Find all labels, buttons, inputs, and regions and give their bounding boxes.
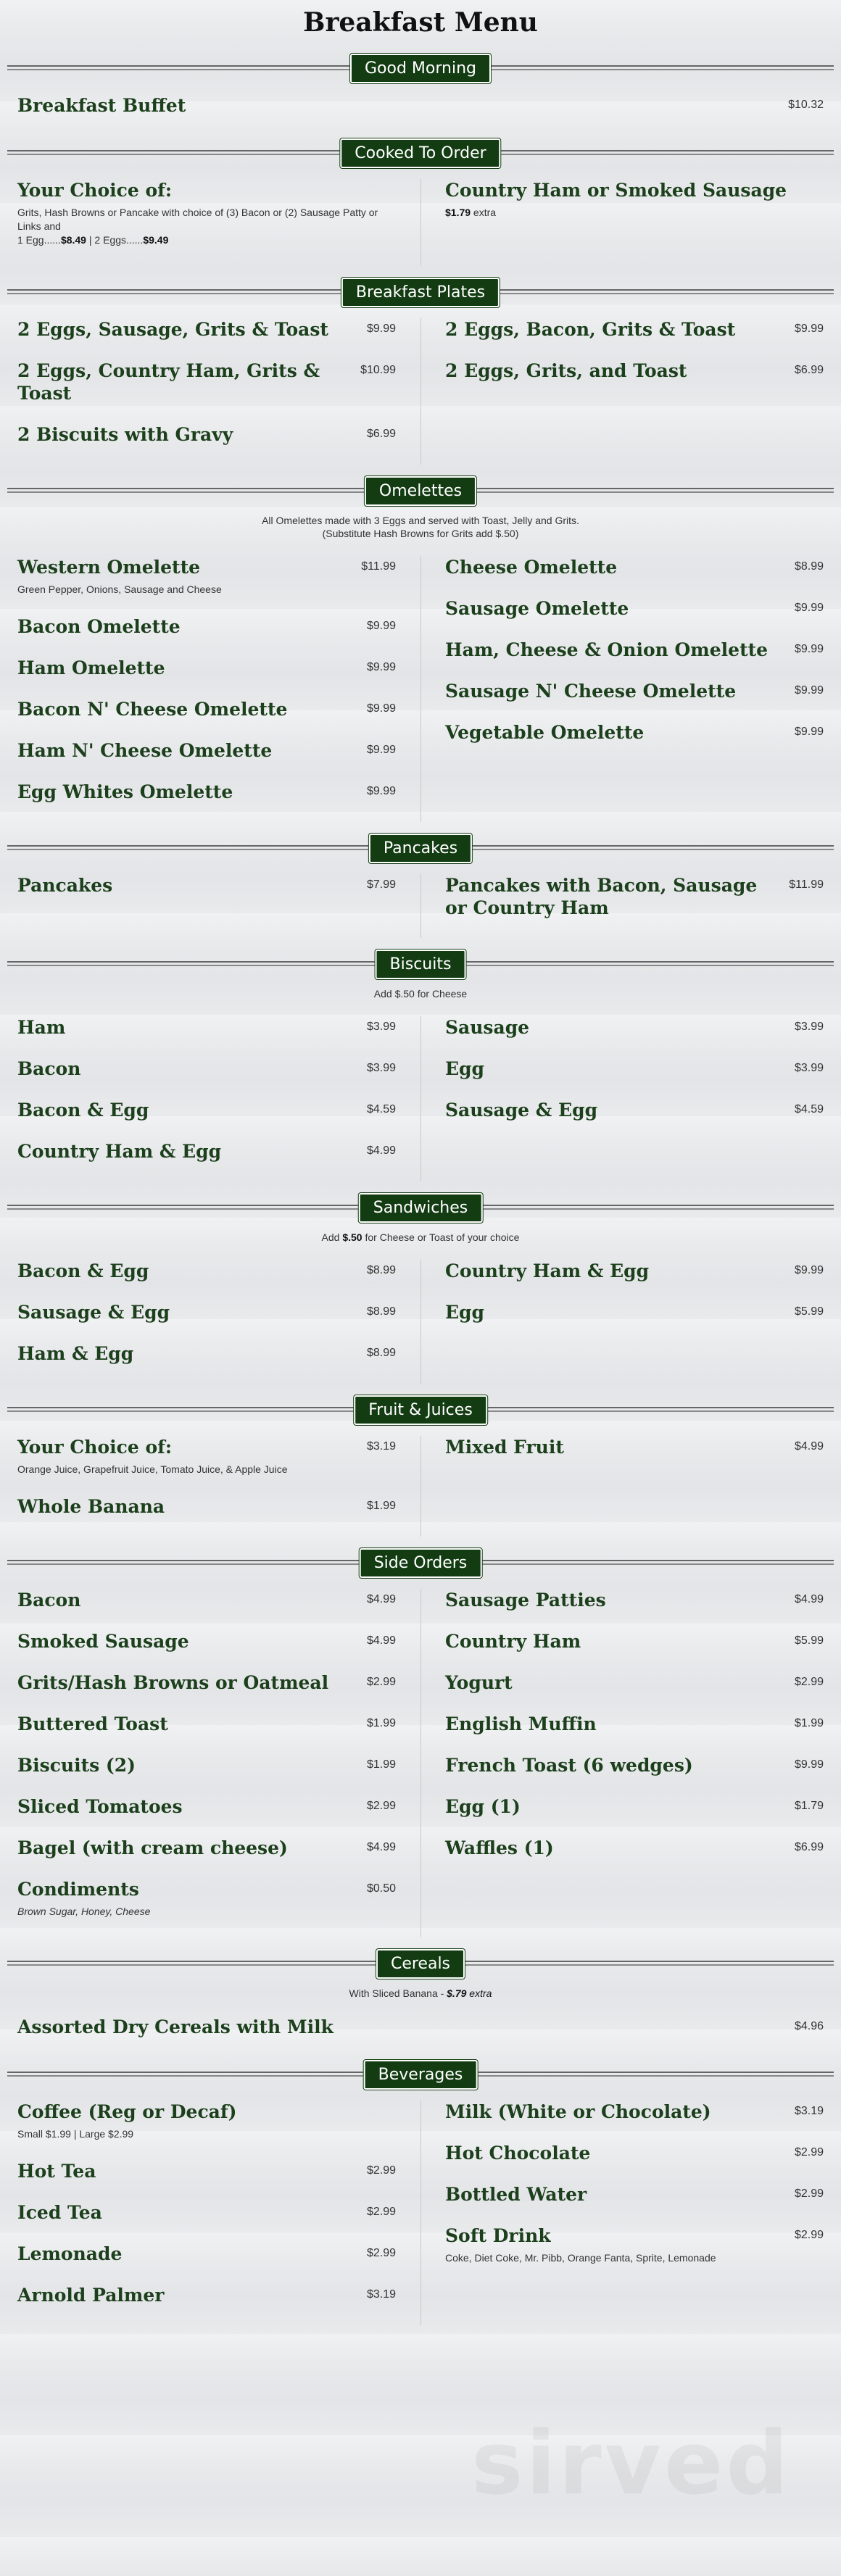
item-name: Hot Tea: [17, 2161, 96, 2182]
item-name: Sausage & Egg: [17, 1302, 170, 1323]
item-name: Ham Omelette: [17, 657, 165, 678]
item-desc: Small $1.99 | Large $2.99: [17, 2128, 134, 2140]
item-price: $3.99: [794, 1021, 824, 1033]
section-header-plates: [0, 275, 841, 308]
item-name: Ham, Cheese & Onion Omelette: [445, 639, 768, 660]
menu-column-right: [420, 318, 824, 465]
menu-item: [17, 360, 396, 404]
item-price: $2.99: [366, 1800, 396, 1812]
item-price: $3.19: [794, 2105, 824, 2117]
item-price: $2.99: [366, 2247, 396, 2259]
item-name: Iced Tea: [17, 2202, 102, 2223]
item-name: Bacon Omelette: [17, 616, 181, 637]
menu-column-right: [420, 874, 824, 938]
item-name: 2 Biscuits with Gravy: [17, 424, 233, 445]
item-name: Milk (White or Chocolate): [445, 2101, 711, 2122]
menu-item: [17, 1630, 396, 1653]
menu-item: [17, 2160, 396, 2182]
item-price: $5.99: [794, 1634, 824, 1647]
section-pancakes: [0, 874, 841, 938]
menu-item: [445, 1589, 824, 1611]
item-price: $1.99: [366, 1758, 396, 1771]
menu-column-right: [420, 2101, 824, 2325]
item-desc: Grits, Hash Browns or Pancake with choice of (3) Bacon or (2) Sausage Patty or Links and 1 Egg......$8.49 | 2 Eggs......$9.49: [17, 207, 378, 246]
menu-item: [17, 1260, 396, 1282]
item-price: $2.99: [366, 1676, 396, 1688]
item-price: $7.99: [366, 878, 396, 891]
item-price: $4.99: [794, 1440, 824, 1453]
menu-item: [17, 739, 396, 762]
item-name: Your Choice of:: [17, 180, 173, 201]
menu-column-left: [17, 318, 420, 465]
section-title: Omelettes: [365, 476, 476, 506]
menu-column-left: [17, 556, 420, 822]
menu-item: [17, 556, 396, 597]
menu-item: [445, 2224, 824, 2265]
menu-column-left: [17, 1260, 420, 1384]
menu-column-right: [420, 556, 824, 822]
menu-item: [17, 781, 396, 803]
item-name: Hot Chocolate: [445, 2143, 591, 2164]
item-name: Arnold Palmer: [17, 2285, 165, 2306]
menu-item: [17, 1099, 396, 1121]
item-name: Condiments: [17, 1879, 139, 1900]
section-header-omelettes: [0, 473, 841, 507]
menu-column-right: [420, 1589, 824, 1937]
item-desc: $1.79 extra: [445, 207, 497, 218]
menu-item: [17, 2284, 396, 2306]
section-title: Side Orders: [360, 1548, 482, 1578]
item-name: Buttered Toast: [17, 1713, 168, 1734]
item-price: $4.59: [794, 1103, 824, 1115]
menu-item: [17, 2101, 396, 2141]
menu-column-right: [420, 1436, 824, 1537]
item-price: $4.96: [794, 2020, 824, 2032]
item-price: $9.99: [366, 323, 396, 335]
item-name: Country Ham: [445, 1631, 581, 1652]
menu-item: [17, 318, 396, 341]
menu-column-right: [420, 1016, 824, 1181]
item-name: Country Ham & Egg: [17, 1141, 222, 1162]
item-price: $9.99: [794, 726, 824, 738]
menu-item: [445, 1016, 824, 1039]
menu-column-left: [17, 1589, 420, 1937]
watermark: sirved: [471, 2414, 792, 2514]
menu-item: [17, 1795, 396, 1818]
item-price: $4.59: [366, 1103, 396, 1115]
menu-item: [17, 1671, 396, 1694]
menu-item: [445, 639, 824, 661]
item-price: $1.99: [366, 1717, 396, 1729]
item-name: Ham & Egg: [17, 1343, 134, 1364]
item-name: Sausage Omelette: [445, 598, 629, 619]
item-price: $10.32: [788, 99, 824, 111]
menu-column-left: [17, 874, 420, 938]
menu-item: [17, 2243, 396, 2265]
menu-column-left: [17, 1436, 420, 1537]
menu-item: [445, 874, 824, 919]
item-price: $3.99: [794, 1062, 824, 1074]
section-note: All Omelettes made with 3 Eggs and served with Toast, Jelly and Grits. (Substitute Hash Browns for Grits add $.50): [262, 515, 579, 539]
menu-item: [445, 1795, 824, 1818]
item-price: $9.99: [794, 643, 824, 655]
menu-item: [17, 179, 396, 247]
menu-item: [17, 1436, 396, 1476]
item-price: $2.99: [366, 2206, 396, 2218]
item-price: $9.99: [366, 661, 396, 673]
section-sandwiches: [0, 1260, 841, 1384]
item-name: Country Ham or Smoked Sausage: [445, 180, 787, 201]
item-price: $9.99: [794, 1758, 824, 1771]
section-header-beverages: [0, 2057, 841, 2090]
item-name: Sausage & Egg: [445, 1100, 598, 1121]
item-price: $2.99: [366, 2164, 396, 2177]
item-price: $9.99: [366, 620, 396, 632]
menu-item: [445, 1099, 824, 1121]
item-name: English Muffin: [445, 1713, 597, 1734]
item-price: $9.99: [366, 744, 396, 756]
item-price: $2.99: [794, 2229, 824, 2241]
section-title: Pancakes: [369, 834, 472, 863]
item-price: $4.99: [366, 1144, 396, 1157]
menu-item: [445, 179, 824, 220]
menu-item: [445, 1436, 824, 1458]
item-price: $8.99: [366, 1305, 396, 1318]
item-desc: Brown Sugar, Honey, Cheese: [17, 1906, 151, 1917]
section-cooked: [0, 179, 841, 266]
menu-item: [445, 318, 824, 341]
item-price: $4.99: [366, 1634, 396, 1647]
menu-column-right: [420, 1260, 824, 1384]
item-price: $2.99: [794, 2146, 824, 2159]
item-price: $11.99: [361, 560, 396, 573]
menu-item: [17, 1342, 396, 1365]
item-name: 2 Eggs, Grits, and Toast: [445, 360, 687, 381]
item-name: Breakfast Buffet: [17, 95, 186, 116]
item-name: French Toast (6 wedges): [445, 1755, 693, 1776]
section-title: Cooked To Order: [340, 138, 500, 168]
item-price: $9.99: [366, 702, 396, 715]
menu-item: [17, 1878, 396, 1919]
item-price: $6.99: [794, 1841, 824, 1853]
menu-item: [17, 423, 396, 446]
section-plates: [0, 318, 841, 465]
item-price: $9.99: [794, 323, 824, 335]
section-note: Add $.50 for Cheese: [373, 988, 468, 1000]
item-price: $9.99: [794, 684, 824, 697]
menu-item: [17, 94, 824, 117]
menu-item: [445, 1058, 824, 1080]
item-name: 2 Eggs, Country Ham, Grits & Toast: [17, 360, 320, 404]
menu-item: [17, 1058, 396, 1080]
menu-item: [17, 698, 396, 720]
section-title: Sandwiches: [359, 1193, 483, 1223]
menu-item: [445, 1630, 824, 1653]
item-price: $1.79: [794, 1800, 824, 1812]
menu-item: [17, 1754, 396, 1777]
item-name: Egg Whites Omelette: [17, 781, 233, 802]
section-sides: [0, 1589, 841, 1937]
item-name: Bacon N' Cheese Omelette: [17, 699, 288, 720]
item-price: $4.99: [794, 1593, 824, 1605]
section-header-cooked: [0, 136, 841, 169]
item-name: Lemonade: [17, 2243, 123, 2264]
menu-item: [445, 1837, 824, 1859]
item-price: $2.99: [794, 2187, 824, 2200]
item-name: Bacon & Egg: [17, 1260, 149, 1281]
menu-item: [445, 556, 824, 578]
menu-item: [17, 1301, 396, 1324]
section-title: Cereals: [376, 1949, 465, 1979]
section-omelettes: [0, 556, 841, 822]
item-name: 2 Eggs, Bacon, Grits & Toast: [445, 319, 736, 340]
section-header-good-morning: [0, 51, 841, 84]
item-price: $10.99: [360, 364, 396, 376]
section-title: Beverages: [364, 2060, 478, 2090]
menu-item: [17, 1713, 396, 1735]
item-price: $8.99: [794, 560, 824, 573]
item-name: Ham: [17, 1017, 66, 1038]
item-price: $3.99: [366, 1021, 396, 1033]
item-name: Assorted Dry Cereals with Milk: [17, 2016, 334, 2037]
menu-item: [445, 1754, 824, 1777]
menu-item: [445, 1671, 824, 1694]
section-biscuits: [0, 1016, 841, 1181]
item-price: $2.99: [794, 1676, 824, 1688]
item-name: Pancakes: [17, 875, 113, 896]
section-title: Breakfast Plates: [341, 278, 500, 307]
item-price: $9.99: [794, 1264, 824, 1276]
section-header-biscuits: [0, 947, 841, 980]
item-name: Soft Drink: [445, 2225, 551, 2246]
item-name: Cheese Omelette: [445, 557, 618, 578]
item-name: Western Omelette: [17, 557, 201, 578]
item-name: Bacon: [17, 1590, 81, 1611]
menu-item: [445, 1260, 824, 1282]
item-name: Your Choice of:: [17, 1437, 173, 1458]
section-header-sides: [0, 1545, 841, 1579]
section-fruit: [0, 1436, 841, 1537]
item-price: $4.99: [366, 1841, 396, 1853]
item-name: Egg: [445, 1302, 485, 1323]
menu-item: [17, 615, 396, 638]
menu-item: [445, 360, 824, 382]
section-title: Biscuits: [376, 950, 466, 979]
menu-column-left: [17, 2101, 420, 2325]
section-beverages: [0, 2101, 841, 2325]
item-name: Country Ham & Egg: [445, 1260, 650, 1281]
menu-item: [445, 597, 824, 620]
menu-item: [17, 1837, 396, 1859]
item-price: $8.99: [366, 1347, 396, 1359]
item-price: $6.99: [794, 364, 824, 376]
item-name: Grits/Hash Browns or Oatmeal: [17, 1672, 329, 1693]
item-name: Egg (1): [445, 1796, 521, 1817]
item-name: Whole Banana: [17, 1496, 165, 1517]
item-price: $9.99: [794, 602, 824, 614]
item-desc: Orange Juice, Grapefruit Juice, Tomato Juice, & Apple Juice: [17, 1463, 288, 1475]
item-name: Yogurt: [445, 1672, 513, 1693]
item-price: $1.99: [366, 1500, 396, 1512]
item-name: Ham N' Cheese Omelette: [17, 740, 273, 761]
item-name: Smoked Sausage: [17, 1631, 189, 1652]
item-desc: Coke, Diet Coke, Mr. Pibb, Orange Fanta, Sprite, Lemonade: [445, 2252, 716, 2264]
item-price: $5.99: [794, 1305, 824, 1318]
menu-item: [445, 1301, 824, 1324]
item-price: $11.99: [789, 878, 824, 891]
item-price: $4.99: [366, 1593, 396, 1605]
item-desc: Green Pepper, Onions, Sausage and Cheese: [17, 583, 222, 595]
menu-column-left: [17, 1016, 420, 1181]
menu-item: [445, 680, 824, 702]
menu-item: [445, 2142, 824, 2164]
item-name: Bacon: [17, 1058, 81, 1079]
menu-item: [445, 2101, 824, 2123]
menu-item: [17, 1140, 396, 1163]
section-title: Good Morning: [350, 54, 491, 83]
section-header-cereals: [0, 1946, 841, 1979]
item-name: Sausage Patties: [445, 1590, 606, 1611]
item-name: Vegetable Omelette: [445, 722, 645, 743]
menu-item: [17, 657, 396, 679]
section-note: Add $.50 for Cheese or Toast of your choice: [321, 1231, 520, 1243]
menu-item: [445, 721, 824, 744]
item-name: Biscuits (2): [17, 1755, 136, 1776]
menu-item: [445, 2183, 824, 2206]
item-name: Bacon & Egg: [17, 1100, 149, 1121]
section-header-sandwiches: [0, 1190, 841, 1223]
menu-item: [17, 2016, 824, 2038]
item-name: Pancakes with Bacon, Sausage or Country Ham: [445, 875, 758, 918]
section-note: With Sliced Banana - $.79 extra: [349, 1987, 492, 1999]
item-price: $9.99: [366, 785, 396, 797]
menu-item: [17, 2201, 396, 2224]
item-name: 2 Eggs, Sausage, Grits & Toast: [17, 319, 328, 340]
item-name: Coffee (Reg or Decaf): [17, 2101, 237, 2122]
item-price: $0.50: [366, 1882, 396, 1895]
menu-item: [17, 1016, 396, 1039]
item-name: Bottled Water: [445, 2184, 587, 2205]
section-good-morning: [0, 94, 841, 117]
item-name: Mixed Fruit: [445, 1437, 564, 1458]
item-name: Sausage: [445, 1017, 530, 1038]
item-name: Sausage N' Cheese Omelette: [445, 681, 737, 702]
menu-item: [17, 1495, 396, 1518]
menu-item: [17, 874, 396, 897]
item-price: $3.19: [366, 2288, 396, 2301]
item-price: $3.19: [366, 1440, 396, 1453]
section-header-fruit: [0, 1392, 841, 1426]
menu-item: [445, 1713, 824, 1735]
section-title: Fruit & Juices: [354, 1395, 487, 1425]
item-name: Egg: [445, 1058, 485, 1079]
page-title: Breakfast Menu: [303, 7, 538, 38]
item-price: $6.99: [366, 428, 396, 440]
section-cereals: [0, 2016, 841, 2038]
item-price: $1.99: [794, 1717, 824, 1729]
item-price: $8.99: [366, 1264, 396, 1276]
section-header-pancakes: [0, 831, 841, 864]
item-name: Sliced Tomatoes: [17, 1796, 183, 1817]
item-name: Waffles (1): [445, 1837, 554, 1858]
item-price: $3.99: [366, 1062, 396, 1074]
item-name: Bagel (with cream cheese): [17, 1837, 288, 1858]
menu-item: [17, 1589, 396, 1611]
